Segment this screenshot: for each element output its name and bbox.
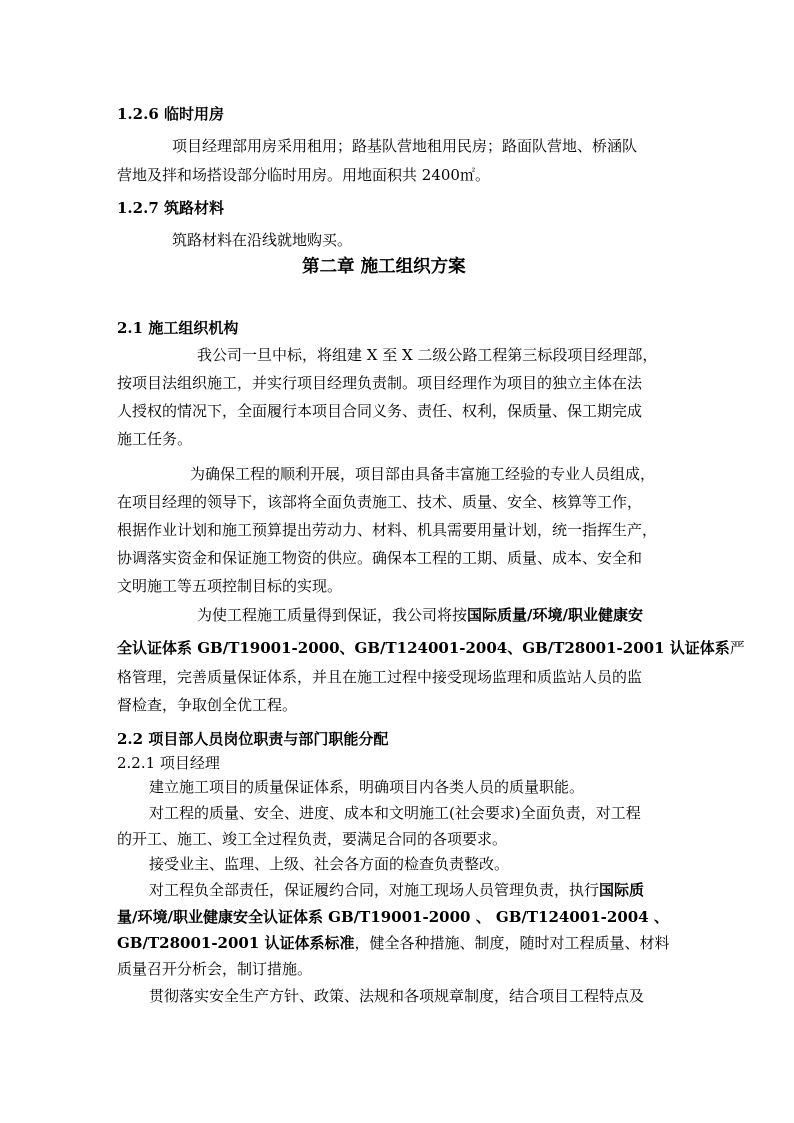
text-run: 对工程负全部责任，保证履约合同，对施工现场人员管理负责，执行 (149, 881, 600, 899)
text-run: 为使工程施工质量得到保证，我公司将按 (197, 606, 468, 624)
paragraph-line: 协调落实资金和保证施工物资的供应。确保本工程的工期、质量、成本、安全和 (117, 549, 643, 567)
paragraph-line: 接受业主、监理、上级、社会各方面的检查负责整改。 (149, 855, 510, 873)
text-run: ，健全各种措施、制度，随时对工程质量、材料 (354, 934, 670, 952)
paragraph-line: 量/环境/职业健康安全认证体系 GB/T19001-2000 、 GB/T124001-2004 、 (117, 908, 669, 926)
section-heading-2-2-1: 2.2.1 项目经理 (117, 754, 220, 772)
paragraph-line: 对工程的质量、安全、进度、成本和文明施工(社会要求)全面负责，对工程 (149, 804, 641, 822)
paragraph-line: 贯彻落实安全生产方针、政策、法规和各项规章制度，结合项目工程特点及 (149, 987, 645, 1005)
paragraph-line: 质量召开分析会，制订措施。 (117, 960, 313, 978)
paragraph-line: 文明施工等五项控制目标的实现。 (117, 577, 343, 595)
paragraph-line: 格管理，完善质量保证体系，并且在施工过程中接受现场监理和质监站人员的监 (117, 668, 643, 686)
paragraph-line: 根据作业计划和施工预算提出劳动力、材料、机具需要用量计划，统一指挥生产， (117, 521, 658, 539)
paragraph-line: 督检查，争取创全优工程。 (117, 696, 298, 714)
paragraph-line: 营地及拌和场搭设部分临时用房。用地面积共 2400㎡。 (117, 166, 490, 184)
paragraph-line (197, 604, 643, 626)
standard-name: 国际质量/环境/职业健康安 (467, 606, 643, 624)
paragraph-line: 的开工、施工、竣工全过程负责，要满足合同的各项要求。 (117, 830, 508, 848)
paragraph-line: 筑路材料在沿线就地购买。 (172, 231, 353, 249)
paragraph-line: 在项目经理的领导下，该部将全面负责施工、技术、质量、安全、核算等工作， (117, 493, 643, 511)
standard-name: GB/T28001-2001 认证体系标准 (117, 934, 355, 952)
paragraph-line: 项目经理部用房采用租用；路基队营地租用民房；路面队营地、桥涵队 (172, 137, 638, 155)
section-heading-1-2-7: 1.2.7 筑路材料 (117, 199, 224, 217)
paragraph-line: 按项目法组织施工，并实行项目经理负责制。项目经理作为项目的独立主体在法 (117, 374, 643, 392)
standard-name: 国际质 (599, 881, 645, 899)
standard-name: 全认证体系 GB/T19001-2000、GB/T124001-2004、GB/T28001-2001 认证体系 (117, 639, 730, 657)
paragraph-line: 建立施工项目的质量保证体系，明确项目内各类人员的质量职能。 (149, 778, 585, 796)
chapter-title: 第二章 施工组织方案 (302, 257, 466, 277)
text-run: 严 (729, 639, 745, 657)
paragraph-line: 施工任务。 (117, 430, 193, 448)
paragraph-line: 我公司一旦中标，将组建 X 至 X 二级公路工程第三标段项目经理部， (197, 346, 658, 364)
paragraph-line (117, 637, 745, 659)
paragraph-line: 为确保工程的顺利开展，项目部由具备丰富施工经验的专业人员组成， (190, 465, 656, 483)
paragraph-line (149, 879, 644, 901)
section-heading-2-2: 2.2 项目部人员岗位职责与部门职能分配 (117, 730, 389, 748)
paragraph-line (117, 932, 670, 954)
paragraph-line: 人授权的情况下，全面履行本项目合同义务、责任、权利，保质量、保工期完成 (117, 402, 643, 420)
section-heading-2-1: 2.1 施工组织机构 (117, 319, 239, 337)
section-heading-1-2-6: 1.2.6 临时用房 (117, 105, 224, 123)
